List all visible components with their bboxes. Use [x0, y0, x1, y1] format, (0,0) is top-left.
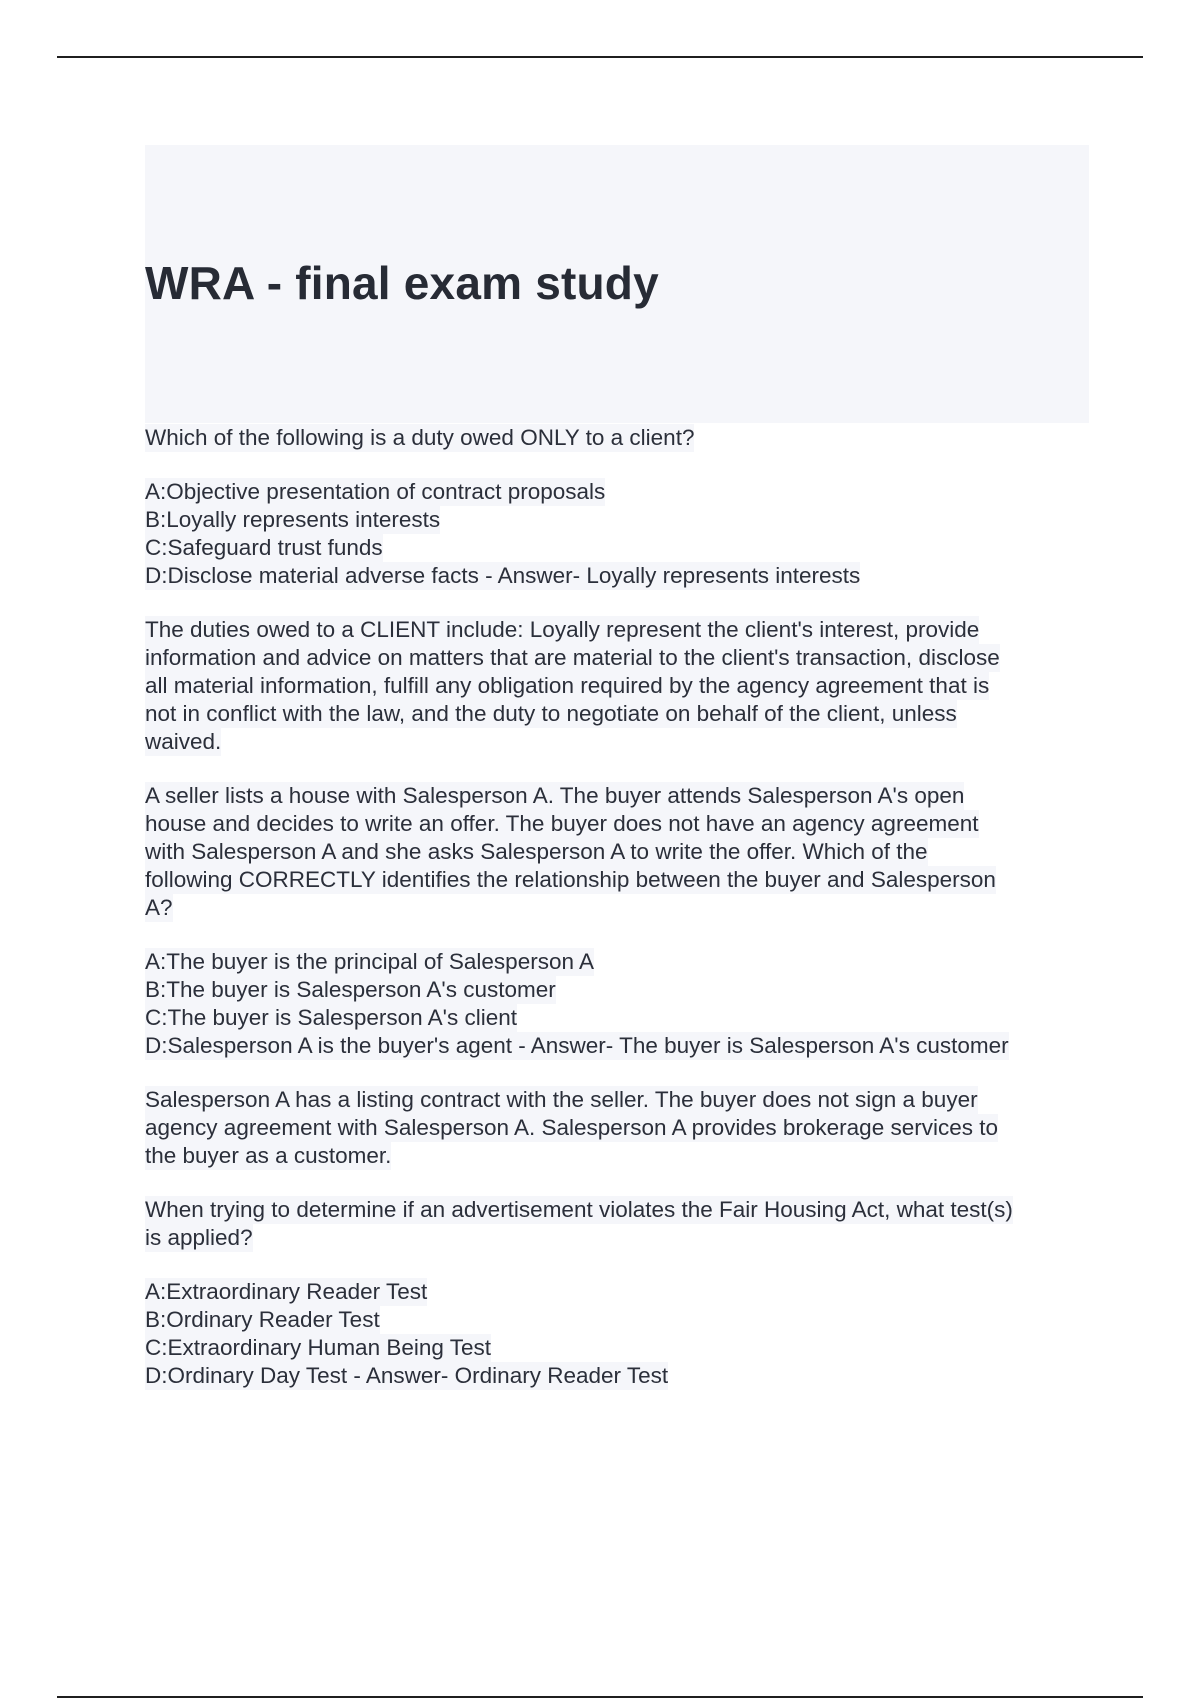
question-3 — [145, 1196, 1100, 1252]
option-b: B:Ordinary Reader Test — [145, 1307, 380, 1332]
text-line: agency agreement with Salesperson A. Salesperson A provides brokerage services to — [145, 1115, 998, 1140]
text-line: A seller lists a house with Salesperson A. The buyer attends Salesperson A's open — [145, 783, 965, 808]
document-body — [145, 424, 1100, 1416]
question-3-options — [145, 1278, 1100, 1390]
text-line: is applied? — [145, 1225, 253, 1250]
option-c: C:Safeguard trust funds — [145, 535, 383, 560]
text-line: Which of the following is a duty owed ONLY to a client? — [145, 425, 695, 450]
text-line: with Salesperson A and she asks Salesperson A to write the offer. Which of the — [145, 839, 928, 864]
option-d-with-answer: D:Disclose material adverse facts - Answer- Loyally represents interests — [145, 563, 861, 588]
question-2-explanation — [145, 1086, 1100, 1170]
option-a: A:The buyer is the principal of Salesperson A — [145, 949, 595, 974]
question-1 — [145, 424, 1100, 452]
option-c: C:Extraordinary Human Being Test — [145, 1335, 491, 1360]
top-rule — [57, 56, 1143, 58]
option-d-with-answer: D:Salesperson A is the buyer's agent - Answer- The buyer is Salesperson A's customer — [145, 1033, 1009, 1058]
text-line: not in conflict with the law, and the duty to negotiate on behalf of the client, unless — [145, 701, 957, 726]
text-line: the buyer as a customer. — [145, 1143, 392, 1168]
option-c: C:The buyer is Salesperson A's client — [145, 1005, 517, 1030]
option-b: B:Loyally represents interests — [145, 507, 441, 532]
text-line: information and advice on matters that are material to the client's transaction, disclose — [145, 645, 1000, 670]
question-2-options — [145, 948, 1100, 1060]
question-1-options — [145, 478, 1100, 590]
bottom-rule — [57, 1696, 1143, 1698]
text-line: house and decides to write an offer. The buyer does not have an agency agreement — [145, 811, 979, 836]
question-1-explanation — [145, 616, 1100, 756]
text-line: A? — [145, 895, 173, 920]
text-line: Salesperson A has a listing contract with the seller. The buyer does not sign a buyer — [145, 1087, 978, 1112]
option-b: B:The buyer is Salesperson A's customer — [145, 977, 556, 1002]
option-d-with-answer: D:Ordinary Day Test - Answer- Ordinary Reader Test — [145, 1363, 669, 1388]
text-line: When trying to determine if an advertisement violates the Fair Housing Act, what test(s) — [145, 1197, 1013, 1222]
document-title: WRA - final exam study — [145, 257, 659, 309]
text-line: The duties owed to a CLIENT include: Loyally represent the client's interest, provide — [145, 617, 980, 642]
text-line: waived. — [145, 729, 222, 754]
question-2 — [145, 782, 1100, 922]
option-a: A:Objective presentation of contract proposals — [145, 479, 606, 504]
text-line: following CORRECTLY identifies the relationship between the buyer and Salesperson — [145, 867, 996, 892]
text-line: all material information, fulfill any obligation required by the agency agreement that is — [145, 673, 990, 698]
option-a: A:Extraordinary Reader Test — [145, 1279, 428, 1304]
